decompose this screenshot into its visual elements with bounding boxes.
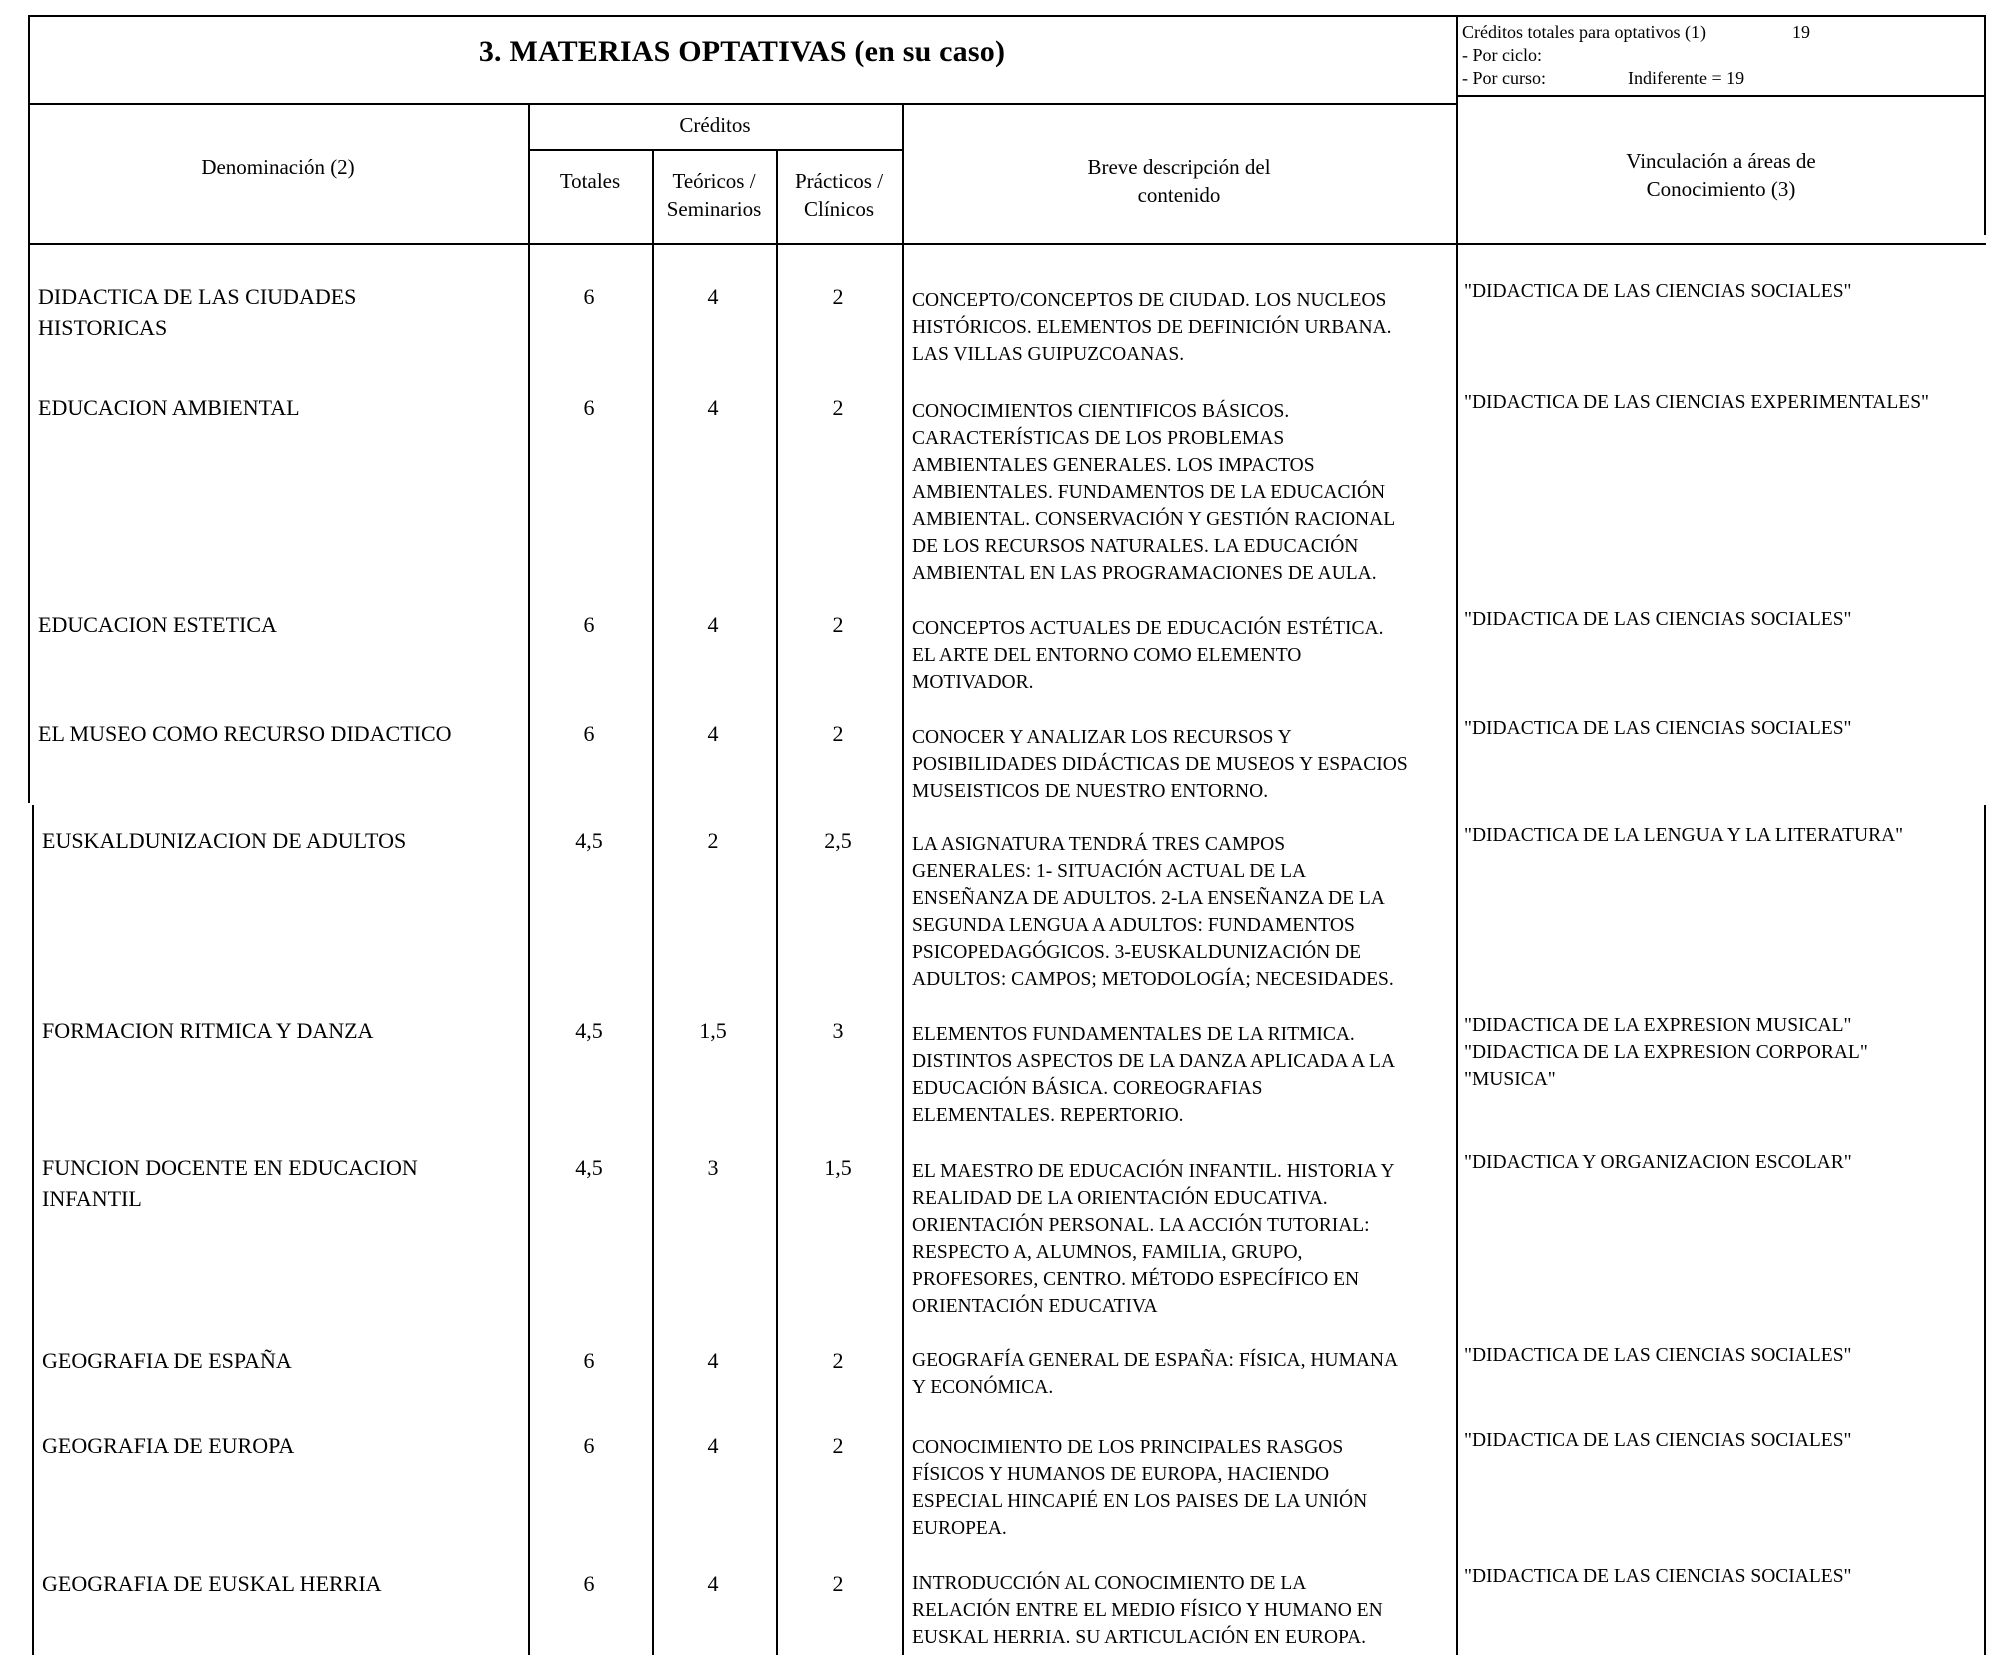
credits-total-value: 19 <box>1792 22 1810 42</box>
knowledge-areas: "DIDACTICA DE LAS CIENCIAS SOCIALES" <box>1464 718 1852 739</box>
knowledge-areas: "DIDACTICA DE LA LENGUA Y LA LITERATURA" <box>1464 825 1904 846</box>
credits-practicos: 1,5 <box>824 1155 852 1180</box>
credits-summary-box <box>1462 21 1810 90</box>
credits-per-course-label: - Por curso: <box>1462 68 1546 88</box>
knowledge-areas: "DIDACTICA DE LAS CIENCIAS EXPERIMENTALES" <box>1464 392 1930 413</box>
subject-description: GEOGRAFÍA GENERAL DE ESPAÑA: FÍSICA, HUMANA Y ECONÓMICA. <box>912 1350 1399 1398</box>
subject-name: DIDACTICA DE LAS CIUDADES HISTORICAS <box>38 284 357 340</box>
subject-description: CONCEPTO/CONCEPTOS DE CIUDAD. LOS NUCLEOS HISTÓRICOS. ELEMENTOS DE DEFINICIÓN URBANA. LAS VILLAS GUIPUZCOANAS. <box>912 290 1392 365</box>
subject-name: EDUCACION AMBIENTAL <box>38 395 300 420</box>
credits-totales: 6 <box>583 721 595 746</box>
credits-practicos: 2 <box>832 1571 844 1596</box>
column-divider-teoricos <box>652 149 654 789</box>
knowledge-areas: "DIDACTICA DE LAS CIENCIAS SOCIALES" <box>1464 1566 1852 1587</box>
header-denominacion: Denominación (2) <box>201 155 355 179</box>
body-right-border-lower <box>1984 805 1986 1655</box>
header-descripcion-line2: contenido <box>1137 183 1221 207</box>
subject-description: LA ASIGNATURA TENDRÁ TRES CAMPOS GENERALES: 1- SITUACIÓN ACTUAL DE LA ENSEÑANZA DE ADULTOS. 2-LA ENSEÑANZA DE LA SEGUNDA LENGUA A ADULTOS: FUNDAMENTOS PSICOPEDAGÓGICOS. 3-EUSKALDUNIZACIÓN DE ADULTOS: CAMPOS; METODOLOGÍA; NECESIDADES. <box>912 834 1394 990</box>
subject-description: EL MAESTRO DE EDUCACIÓN INFANTIL. HISTORIA Y REALIDAD DE LA ORIENTACIÓN EDUCATIVA. ORIENTACIÓN PERSONAL. LA ACCIÓN TUTORIAL: RESPECTO A, ALUMNOS, FAMILIA, GRUPO, PROFESORES, CENTRO. MÉTODO ESPECÍFICO EN ORIENTACIÓN EDUCATIVA <box>912 1161 1395 1317</box>
header-descripcion-line1: Breve descripción del <box>1087 155 1271 179</box>
body-left-border-lower <box>32 805 34 1655</box>
credits-per-course-value: Indiferente = 19 <box>1628 68 1745 88</box>
subject-name: GEOGRAFIA DE EUROPA <box>42 1433 295 1458</box>
optional-subjects-table <box>28 15 1986 1655</box>
credits-total-label: Créditos totales para optativos (1) <box>1462 22 1706 42</box>
section-title: 3. MATERIAS OPTATIVAS (en su caso) <box>478 35 1006 68</box>
credits-teoricos: 4 <box>707 1348 719 1373</box>
credits-teoricos: 1,5 <box>699 1018 727 1043</box>
credits-teoricos: 3 <box>707 1155 719 1180</box>
header-creditos: Créditos <box>679 113 751 137</box>
credits-totales: 4,5 <box>575 1018 603 1043</box>
credits-totales: 4,5 <box>575 828 603 853</box>
credits-practicos: 2 <box>832 1433 844 1458</box>
header-practicos <box>776 167 902 223</box>
credits-teoricos: 2 <box>707 828 719 853</box>
credits-totales: 6 <box>583 395 595 420</box>
creditos-subheader-line <box>528 149 902 151</box>
subject-name: GEOGRAFIA DE EUSKAL HERRIA <box>42 1571 382 1596</box>
credits-practicos: 2 <box>832 395 844 420</box>
credits-teoricos: 4 <box>707 1433 719 1458</box>
header-vinculacion-line2: Conocimiento (3) <box>1646 177 1796 201</box>
header-vinculacion-line1: Vinculación a áreas de <box>1626 149 1816 173</box>
knowledge-areas: "DIDACTICA DE LAS CIENCIAS SOCIALES" <box>1464 609 1852 630</box>
column-divider-descripcion <box>902 105 904 1655</box>
header-practicos-line2: Clínicos <box>803 197 874 221</box>
credits-totales: 6 <box>583 1433 595 1458</box>
subject-description: INTRODUCCIÓN AL CONOCIMIENTO DE LA RELACIÓN ENTRE EL MEDIO FÍSICO Y HUMANO EN EUSKAL HERRIA. SU ARTICULACIÓN EN EUROPA. <box>912 1573 1383 1648</box>
subject-name: EL MUSEO COMO RECURSO DIDACTICO <box>38 721 452 746</box>
credits-teoricos: 4 <box>707 721 719 746</box>
subject-description: CONOCIMIENTO DE LOS PRINCIPALES RASGOS FÍSICOS Y HUMANOS DE EUROPA, HACIENDO ESPECIAL HINCAPIÉ EN LOS PAISES DE LA UNIÓN EUROPEA. <box>912 1437 1368 1539</box>
column-divider-practicos <box>776 149 778 789</box>
knowledge-areas: "DIDACTICA DE LAS CIENCIAS SOCIALES" <box>1464 1430 1852 1451</box>
subject-name: GEOGRAFIA DE ESPAÑA <box>42 1348 292 1373</box>
subject-description: CONOCER Y ANALIZAR LOS RECURSOS Y POSIBILIDADES DIDÁCTICAS DE MUSEOS Y ESPACIOS MUSEISTICOS DE NUESTRO ENTORNO. <box>912 727 1408 802</box>
header-bottom-line <box>28 243 1986 245</box>
credits-totales: 6 <box>583 1571 595 1596</box>
knowledge-areas: "DIDACTICA DE LAS CIENCIAS SOCIALES" <box>1464 281 1852 302</box>
title-bottom-line <box>28 103 1456 105</box>
credits-totales: 6 <box>583 1348 595 1373</box>
credits-practicos: 2 <box>832 1348 844 1373</box>
credits-totales: 4,5 <box>575 1155 603 1180</box>
table-top-border <box>28 15 1986 17</box>
credits-practicos: 2 <box>832 284 844 309</box>
subject-description: ELEMENTOS FUNDAMENTALES DE LA RITMICA. DISTINTOS ASPECTOS DE LA DANZA APLICADA A LA EDUCACIÓN BÁSICA. COREOGRAFIAS ELEMENTALES. REPERTORIO. <box>912 1024 1396 1126</box>
credits-totales: 6 <box>583 284 595 309</box>
header-practicos-line1: Prácticos / <box>794 169 884 193</box>
credits-practicos: 2 <box>832 721 844 746</box>
credits-totales: 6 <box>583 612 595 637</box>
header-vinculacion <box>1456 147 1986 203</box>
credits-teoricos: 4 <box>707 395 719 420</box>
header-teoricos-line1: Teóricos / <box>672 169 756 193</box>
credits-practicos: 2,5 <box>824 828 852 853</box>
subject-name: EUSKALDUNIZACION DE ADULTOS <box>42 828 407 853</box>
credits-practicos: 2 <box>832 612 844 637</box>
subject-name: FORMACION RITMICA Y DANZA <box>42 1018 374 1043</box>
subject-description: CONCEPTOS ACTUALES DE EDUCACIÓN ESTÉTICA. EL ARTE DEL ENTORNO COMO ELEMENTO MOTIVADOR. <box>912 618 1384 693</box>
knowledge-areas: "DIDACTICA Y ORGANIZACION ESCOLAR" <box>1464 1152 1852 1173</box>
credits-teoricos: 4 <box>707 612 719 637</box>
knowledge-areas: "DIDACTICA DE LAS CIENCIAS SOCIALES" <box>1464 1345 1852 1366</box>
body-left-border-upper <box>28 243 30 803</box>
credits-box-bottom-line <box>1456 95 1986 97</box>
body-divider-teoricos-lower <box>652 789 654 1655</box>
credits-teoricos: 4 <box>707 1571 719 1596</box>
column-divider-areas <box>1456 15 1458 1655</box>
header-totales: Totales <box>559 169 621 193</box>
subject-name: EDUCACION ESTETICA <box>38 612 277 637</box>
header-teoricos-line2: Seminarios <box>666 197 762 221</box>
header-descripcion <box>902 153 1456 209</box>
credits-per-cycle-label: - Por ciclo: <box>1462 45 1542 65</box>
body-divider-practicos-lower <box>776 789 778 1655</box>
knowledge-areas: "DIDACTICA DE LA EXPRESION MUSICAL" "DIDACTICA DE LA EXPRESION CORPORAL" "MUSICA" <box>1464 1015 1868 1090</box>
header-teoricos <box>652 167 776 223</box>
subject-name: FUNCION DOCENTE EN EDUCACION INFANTIL <box>42 1155 418 1211</box>
credits-practicos: 3 <box>832 1018 844 1043</box>
credits-teoricos: 4 <box>707 284 719 309</box>
subject-description: CONOCIMIENTOS CIENTIFICOS BÁSICOS. CARACTERÍSTICAS DE LOS PROBLEMAS AMBIENTALES GENERALES. LOS IMPACTOS AMBIENTALES. FUNDAMENTOS DE LA EDUCACIÓN AMBIENTAL. CONSERVACIÓN Y GESTIÓN RACIONAL DE LOS RECURSOS NATURALES. LA EDUCACIÓN AMBIENTAL EN LAS PROGRAMACIONES DE AULA. <box>912 401 1396 584</box>
